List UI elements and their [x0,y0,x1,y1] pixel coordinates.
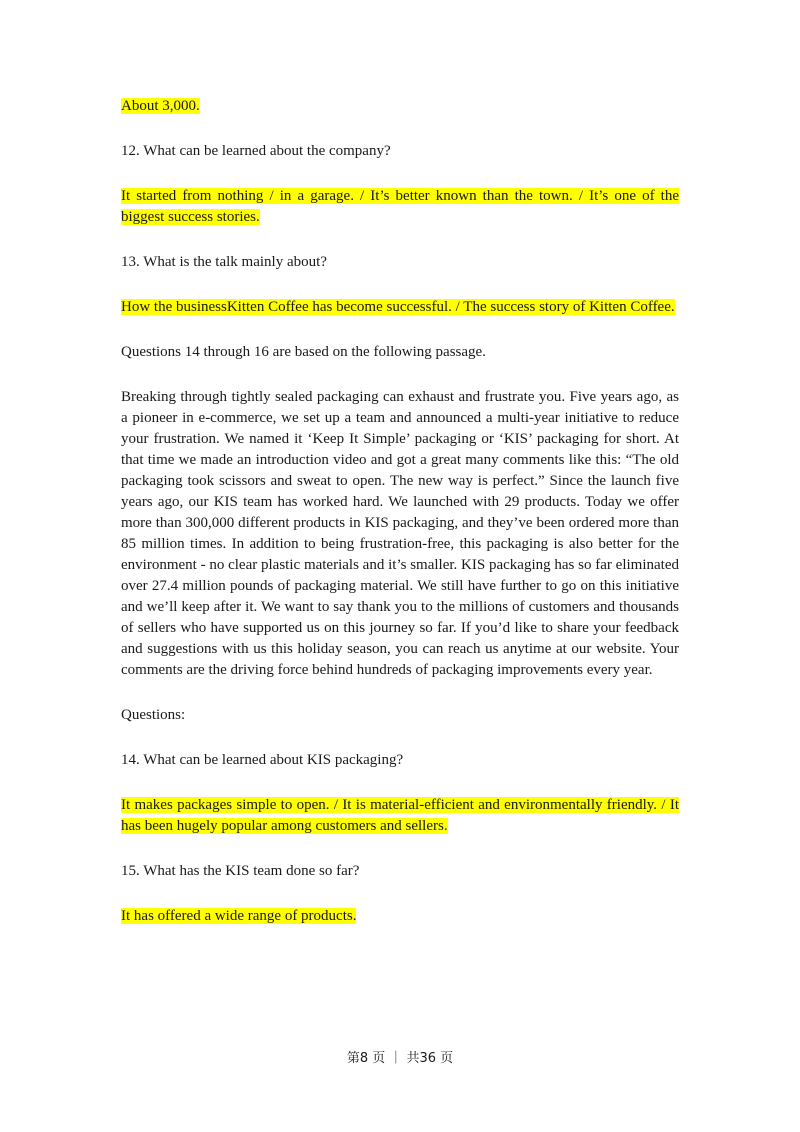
section-intro: Questions 14 through 16 are based on the following passage. [121,344,486,360]
answer-13 [121,297,679,318]
answer-14-text: It makes packages simple to open. / It is material-efficient and environmentally friendly. / It has been hugely popular among customers and sellers. [121,797,679,834]
question-12: 12. What can be learned about the company? [121,143,391,159]
answer-11 [121,96,679,117]
answer-15 [121,906,679,927]
question-15: 15. What has the KIS team done so far? [121,863,360,879]
questions-heading: Questions: [121,707,186,723]
page-content [121,96,679,951]
answer-12 [121,186,679,228]
answer-13-text: How the businessKitten Coffee has become successful. / The success story of Kitten Coffee. [121,299,675,315]
answer-15-text: It has offered a wide range of products. [121,908,357,924]
question-14: 14. What can be learned about KIS packaging? [121,752,404,768]
passage-text: Breaking through tightly sealed packaging can exhaust and frustrate you. Five years ago, as a pioneer in e-commerce, we set up a team and announced a multi-year initiative to reduce your frustration. We named it ‘Keep It Simple’ packaging or ‘KIS’ packaging for short. At that time we made an introduction video and got a great many comments like this: “The old packaging took scissors and sweat to open. The new way is perfect.” Since the launch five years ago, our KIS team has worked hard. We launched with 29 products. Today we offer more than 300,000 different products in KIS packaging, and they’ve been ordered more than 85 million times. In addition to being frustration-free, this packaging is also better for the environment - no clear plastic materials and it’s smaller. KIS packaging has so far eliminated over 27.4 million pounds of packaging material. We still have further to go on this initiative and we’ll keep after it. We want to say thank you to the millions of customers and thousands of sellers who have supported us on this journey so far. If you’d like to share your feedback and suggestions with us this holiday season, you can reach us anytime at our website. Your comments are the driving force behind hundreds of packaging improvements every year. [121,389,679,678]
answer-12-text: It started from nothing / in a garage. / It’s better known than the town. / It’s one of the biggest success stories. [121,188,679,225]
page-footer: 第8 页 ｜ 共36 页 [346,1051,454,1066]
question-13: 13. What is the talk mainly about? [121,254,327,270]
answer-14 [121,795,679,837]
answer-11-text: About 3,000. [121,98,200,114]
